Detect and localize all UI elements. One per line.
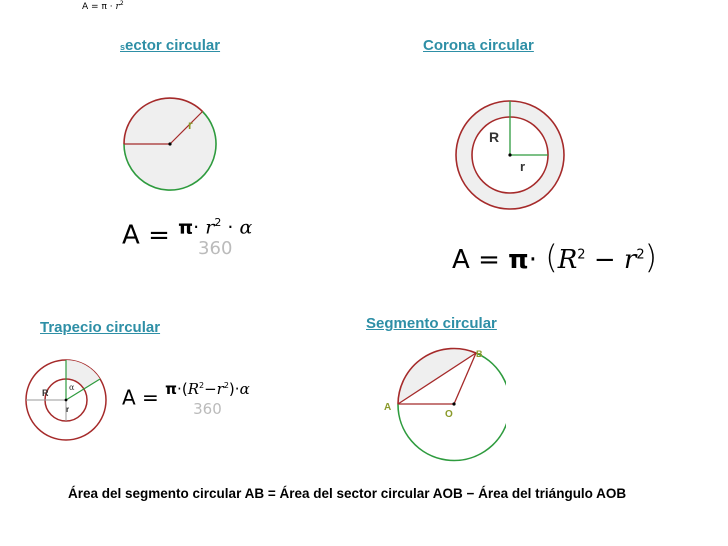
trapecio-formula-lp: ( xyxy=(181,380,188,398)
trapecio-figure xyxy=(22,356,110,444)
trapecio-R-label: R xyxy=(42,388,49,398)
sector-title-rest: ector circular xyxy=(125,37,221,54)
top-formula-r: r xyxy=(115,2,120,12)
corona-figure xyxy=(452,97,568,213)
sector-title-small: s xyxy=(120,42,126,52)
segmento-A-label: A xyxy=(384,402,392,413)
sector-formula xyxy=(122,212,252,260)
top-formula-exp: 2 xyxy=(119,0,124,7)
sector-title xyxy=(120,37,220,54)
trapecio-formula-eq: = xyxy=(142,385,159,410)
sector-formula-dot: · xyxy=(193,216,200,239)
corona-formula-pi: π xyxy=(508,245,529,275)
sector-radius-label: r xyxy=(188,118,193,132)
segmento-B-label: B xyxy=(476,349,483,359)
sector-formula-alpha: α xyxy=(239,216,253,239)
corona-r-label: r xyxy=(520,159,526,174)
trapecio-fraction xyxy=(165,376,250,419)
sector-formula-dot2: · xyxy=(227,216,234,239)
corona-formula-exp2: 2 xyxy=(636,247,645,263)
top-formula-eq: = xyxy=(91,2,99,12)
sector-formula-A: A xyxy=(122,220,140,251)
trapecio-formula-exp1: 2 xyxy=(198,381,205,390)
corona-formula-exp1: 2 xyxy=(577,247,586,263)
footer-main: Área del segmento circular AB = Área del sector circular AOB − Área del triángulo AOB xyxy=(68,486,627,501)
trapecio-formula-r: r xyxy=(216,380,224,398)
trapecio-numerator xyxy=(165,376,250,399)
segmento-figure xyxy=(378,342,506,468)
corona-formula-eq: = xyxy=(478,245,500,275)
segmento-O-label: O xyxy=(445,409,453,420)
corona-title: Corona circular xyxy=(423,37,534,54)
segmento-center xyxy=(452,402,455,405)
trapecio-formula-alpha: α xyxy=(239,380,250,398)
trapecio-formula-minus: − xyxy=(204,380,217,398)
top-formula-A: A xyxy=(82,2,89,12)
trapecio-r-label: r xyxy=(66,405,70,414)
trapecio-formula-R: R xyxy=(187,380,199,398)
corona-formula-lp: ( xyxy=(545,238,558,276)
trapecio-formula xyxy=(122,376,250,419)
sector-fraction xyxy=(178,212,252,260)
sector-formula-exp: 2 xyxy=(214,216,222,229)
trapecio-formula-dot: · xyxy=(177,380,182,398)
segmento-title: Segmento circular xyxy=(366,315,497,332)
sector-formula-pi: π xyxy=(178,216,194,239)
sector-formula-den: 360 xyxy=(198,238,233,260)
trapecio-formula-pi: π xyxy=(165,380,178,398)
trapecio-title: Trapecio circular xyxy=(40,319,161,336)
top-formula xyxy=(82,0,124,12)
trapecio-formula-den: 360 xyxy=(193,400,222,418)
corona-formula-rp: ) xyxy=(644,238,658,276)
sector-numerator xyxy=(178,212,252,238)
footer-text xyxy=(68,486,626,501)
sector-center xyxy=(168,142,171,145)
corona-formula xyxy=(452,238,657,276)
corona-formula-A: A xyxy=(452,245,470,275)
corona-formula-r: r xyxy=(623,245,637,275)
sector-formula-r: r xyxy=(205,216,215,239)
corona-center xyxy=(508,153,511,156)
corona-formula-dot: · xyxy=(528,245,537,275)
corona-formula-R: R xyxy=(557,245,578,275)
trapecio-formula-rp: ) xyxy=(228,380,235,398)
corona-R-label: R xyxy=(489,129,500,145)
sector-formula-eq: = xyxy=(148,220,170,251)
trapecio-formula-exp2: 2 xyxy=(223,381,229,390)
sector-figure xyxy=(118,92,222,196)
trapecio-formula-A: A xyxy=(122,385,136,410)
corona-formula-minus: − xyxy=(593,245,616,275)
top-formula-dot: · xyxy=(109,2,113,12)
trapecio-formula-dot2: · xyxy=(234,380,240,398)
trapecio-alpha-label: α xyxy=(69,383,75,392)
top-formula-pi: π xyxy=(101,2,107,12)
trapecio-center xyxy=(65,399,68,402)
